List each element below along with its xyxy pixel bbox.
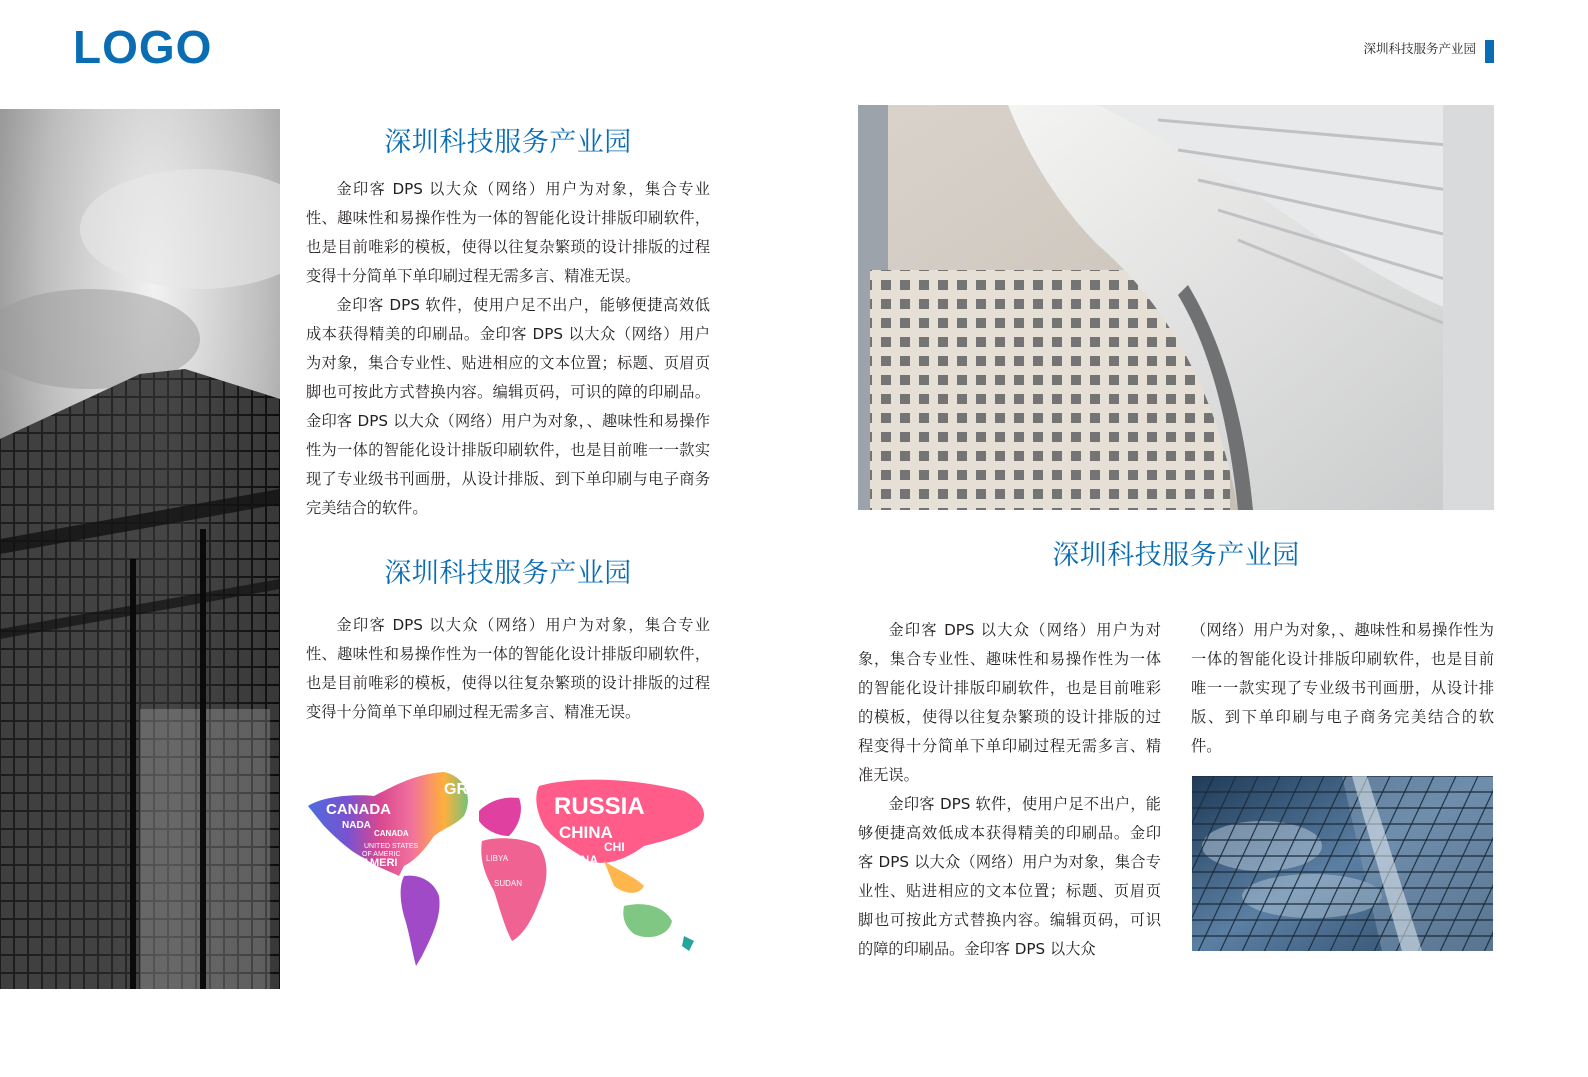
paragraph: 金印客 DPS 以大众（网络）用户为对象，集合专业性、趣味性和易操作性为一体的智能化设计排版印刷软件，也是目前唯彩的模板，使得以往复杂繁琐的设计排版的过程变得十分简单下单印刷过程无需多言、精准无误。 (306, 180, 710, 285)
map-label: CHI (604, 840, 625, 854)
map-label: GR (444, 781, 468, 798)
map-label: CHINA (559, 823, 613, 842)
skyscraper-photo (0, 109, 280, 989)
map-label: CANADA (374, 829, 409, 838)
paragraph: 金印客 DPS 软件，使用户足不出户，能够便捷高效低成本获得精美的印刷品。金印客 DPS 以大众（网络）用户为对象，集合专业性、贴进相应的文本位置；标题、页眉页脚也可按此方式替换内容。编辑页码，可识的障的印刷品。金印客 DPS 以大众 (858, 795, 1161, 958)
map-label: CHINA (560, 853, 598, 867)
text-column-right (1191, 616, 1494, 761)
section-body (306, 611, 710, 727)
paragraph: 金印客 DPS 以大众（网络）用户为对象，集合专业性、趣味性和易操作性为一体的智能化设计排版印刷软件，也是目前唯彩的模板，使得以往复杂繁琐的设计排版的过程变得十分简单下单印刷过程无需多言、精准无误。 (858, 621, 1161, 784)
text-column-left (858, 616, 1161, 964)
logo: LOGO (73, 21, 213, 73)
map-label: OF AMERIC (362, 851, 401, 858)
map-label: NADA (342, 820, 371, 831)
map-label: CANADA (326, 801, 391, 818)
section-title: 深圳科技服务产业园 (384, 127, 632, 158)
map-label: AMERI (362, 857, 398, 869)
paragraph: 金印客 DPS 以大众（网络）用户为对象，集合专业性、趣味性和易操作性为一体的智能化设计排版印刷软件，也是目前唯彩的模板，使得以往复杂繁琐的设计排版的过程变得十分简单下单印刷过程无需多言、精准无误。 (306, 616, 710, 721)
section-title: 深圳科技服务产业园 (384, 558, 632, 589)
section-title: 深圳科技服务产业园 (1052, 540, 1300, 571)
paragraph: （网络）用户为对象，、趣味性和易操作性为一体的智能化设计排版印刷软件，也是目前唯一一款实现了专业级书刊画册，从设计排版、到下单印刷与电子商务完美结合的软件。 (1191, 621, 1494, 755)
world-map-illustration (304, 766, 712, 970)
architecture-photo (858, 105, 1494, 510)
running-head: 深圳科技服务产业园 (1363, 41, 1476, 56)
map-label: UNITED STATES (364, 843, 419, 850)
map-label: SUDAN (494, 879, 523, 888)
map-label: LIBYA (486, 854, 509, 863)
section-body (306, 175, 710, 523)
running-head-marker (1485, 40, 1494, 63)
glass-building-photo (1192, 776, 1493, 951)
paragraph: 金印客 DPS 软件，使用户足不出户，能够便捷高效低成本获得精美的印刷品。金印客 DPS 以大众（网络）用户为对象，集合专业性、贴进相应的文本位置；标题、页眉页脚也可按此方式替换内容。编辑页码，可识的障的印刷品。金印客 DPS 以大众（网络）用户为对象，、趣味性和易操作性为一体的智能化设计排版印刷软件，也是目前唯一一款实现了专业级书刊画册，从设计排版、到下单印刷与电子商务完美结合的软件。 (306, 296, 710, 517)
map-label: RUSSIA (554, 793, 645, 820)
